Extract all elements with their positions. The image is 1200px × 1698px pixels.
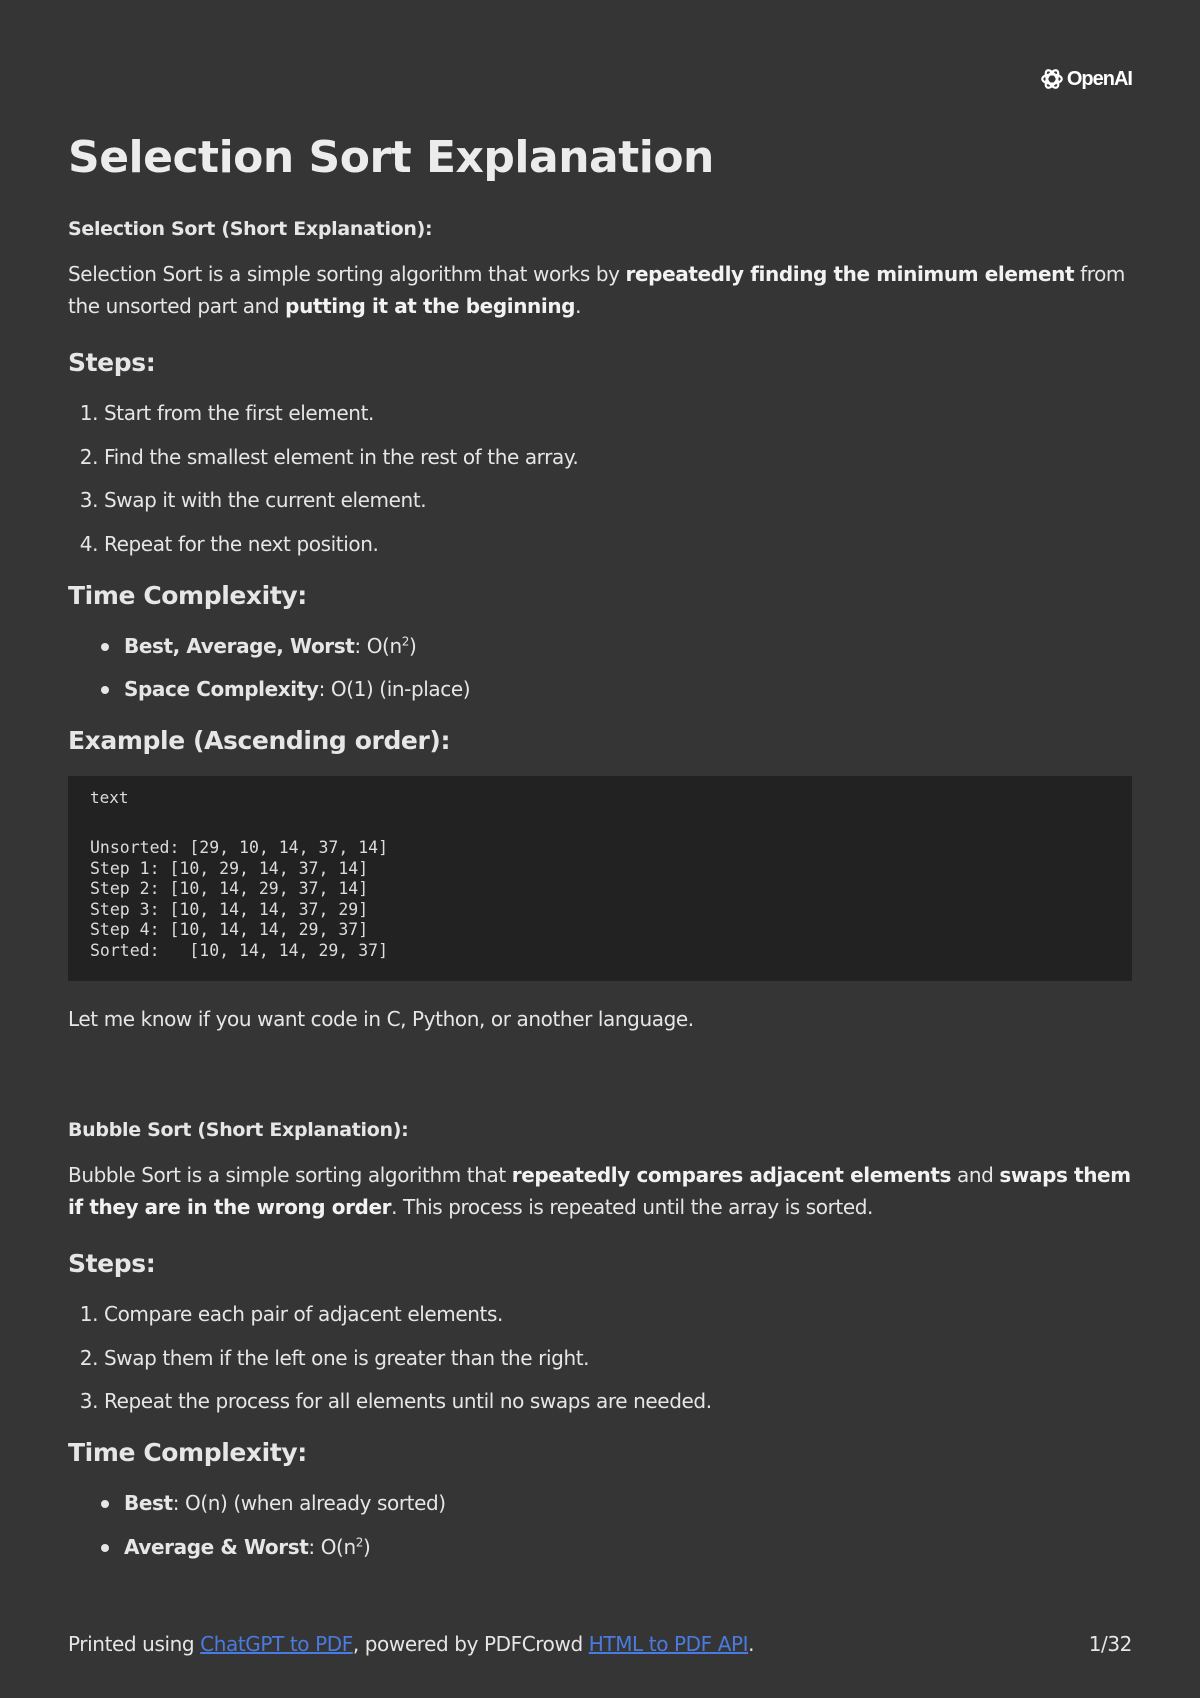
code-line: Step 1: [10, 29, 14, 37, 14] — [90, 858, 369, 878]
list-item: Best: O(n) (when already sorted) — [124, 1488, 1132, 1518]
list-item: 4. Repeat for the next position. — [104, 529, 1132, 559]
selection-complexity-list — [68, 631, 1132, 705]
selection-steps-list — [68, 398, 1132, 559]
code-block — [68, 776, 1132, 981]
selection-complexity-heading: Time Complexity: — [68, 580, 307, 610]
closing-text: Let me know if you want code in C, Python, or another language. — [68, 1007, 694, 1031]
selection-intro: Selection Sort is a simple sorting algorithm that works by repeatedly finding the minimum element from the unsorted part and putting it at the beginning. — [68, 262, 1126, 318]
list-item: 2. Find the smallest element in the rest of the array. — [104, 442, 1132, 472]
code-line: Sorted: [10, 14, 14, 29, 37] — [90, 940, 389, 960]
list-item: 1. Compare each pair of adjacent elements. — [104, 1299, 1132, 1329]
code-language-label: text — [90, 788, 129, 807]
list-item: Best, Average, Worst: $O(n^2)$ — [124, 631, 1132, 661]
selection-label: Selection Sort (Short Explanation): — [68, 218, 433, 240]
html-to-pdf-api-link[interactable]: HTML to PDF API — [588, 1632, 749, 1656]
logo-text: OpenAI — [1066, 67, 1132, 90]
page-title: Selection Sort Explanation — [68, 132, 714, 183]
list-item: Average & Worst: $O(n^2)$ — [124, 1532, 1132, 1562]
code-line: Step 4: [10, 14, 14, 29, 37] — [90, 920, 369, 939]
openai-knot-icon — [1039, 66, 1065, 92]
code-line: Step 2: [10, 14, 29, 37, 14] — [90, 879, 369, 898]
list-item: Space Complexity: O(1) (in-place) — [124, 674, 1132, 704]
list-item: 3. Swap it with the current element. — [104, 485, 1132, 515]
document-content — [68, 128, 1132, 1582]
list-item: 3. Repeat the process for all elements until no swaps are needed. — [104, 1386, 1132, 1416]
bubble-steps-heading: Steps: — [68, 1249, 156, 1278]
list-item: 2. Swap them if the left one is greater than the right. — [104, 1343, 1132, 1373]
selection-steps-heading: Steps: — [68, 348, 156, 377]
bubble-intro: Bubble Sort is a simple sorting algorithm that repeatedly compares adjacent elements and swaps them if they are in the wrong order. This process is repeated until the array is sorted. — [68, 1163, 1131, 1219]
page-footer — [68, 1632, 1132, 1656]
footer-credit: Printed using ChatGPT to PDF, powered by PDFCrowd HTML to PDF API. — [68, 1632, 755, 1656]
bubble-label: Bubble Sort (Short Explanation): — [68, 1119, 409, 1141]
example-heading: Example (Ascending order): — [68, 726, 451, 755]
page-number: 1/32 — [1088, 1632, 1132, 1656]
list-item: 1. Start from the first element. — [104, 398, 1132, 428]
code-line: Unsorted: [29, 10, 14, 37, 14] — [90, 838, 389, 857]
bubble-complexity-heading: Time Complexity: — [68, 1438, 307, 1467]
bubble-complexity-list — [68, 1488, 1132, 1562]
bubble-steps-list — [68, 1299, 1132, 1416]
code-line: Step 3: [10, 14, 14, 37, 29] — [90, 899, 369, 919]
chatgpt-to-pdf-link[interactable]: ChatGPT to PDF — [200, 1632, 353, 1656]
openai-logo — [1039, 66, 1132, 92]
